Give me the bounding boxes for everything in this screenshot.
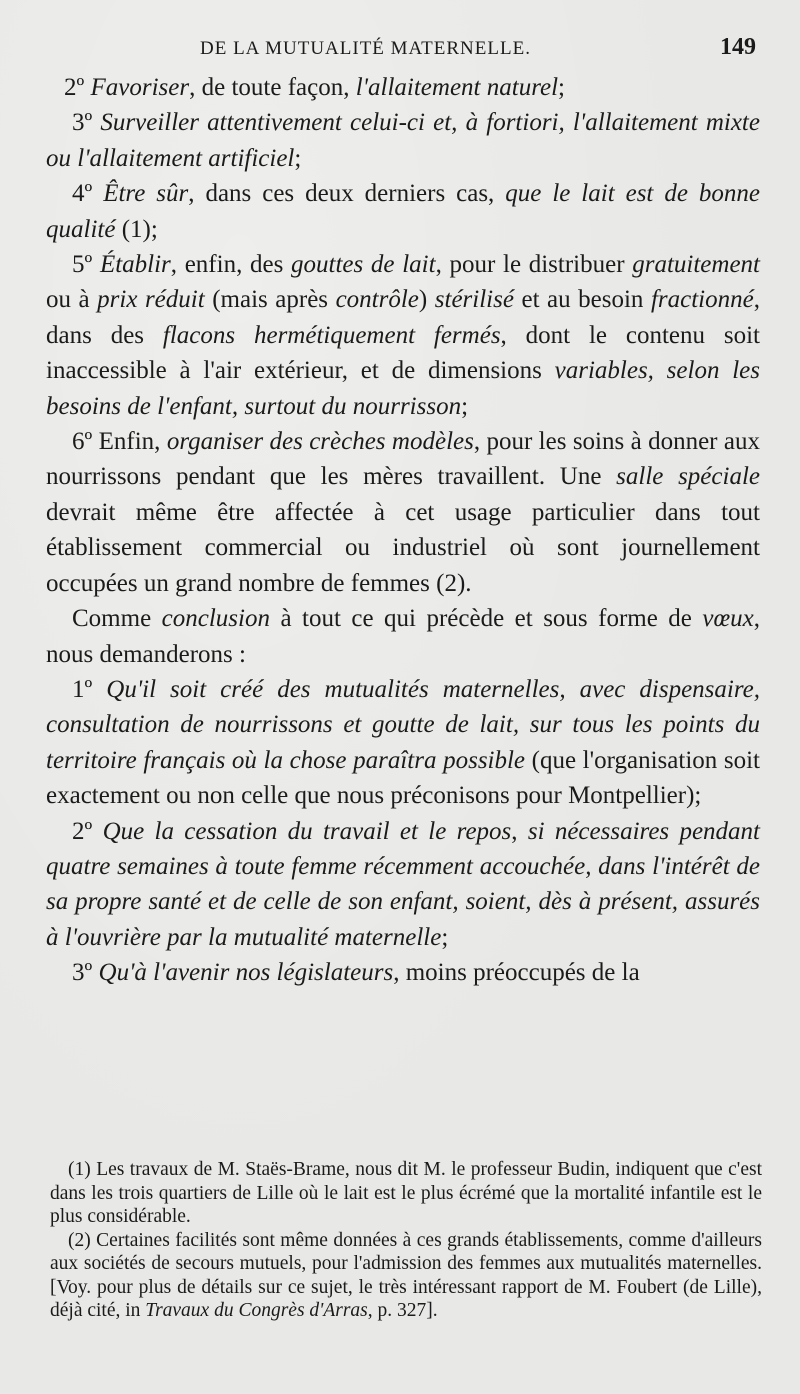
main-text: [46, 70, 760, 991]
footnote-2: (2) Certaines facilités sont même données à ces grands établissements, comme d'ailleurs aux sociétés de secours mutuels, pour l'admission des femmes aux mutualités maternelles. [Voy. pour plus de détails sur ce sujet, le très intéressant rapport de M. Foubert (de Lille), déjà cité, in Travaux du Congrès d'Arras, p. 327].: [50, 1229, 762, 1321]
item-6: 6º Enfin, organiser des crèches modèles, pour les soins à donner aux nourrissons pendant que les mères travaillent. Une salle spéciale devrait même être affectée à cet usage particulier dans tout établissement commercial ou industriel où sont journellement occupées un grand nombre de femmes (2).: [46, 428, 760, 597]
item-3: 3º Surveiller attentivement celui-ci et, à fortiori, l'allaitement mixte ou l'allaitement artificiel;: [46, 109, 760, 172]
page-header: [200, 30, 756, 64]
conclusion-paragraph: Comme conclusion à tout ce qui précède et sous forme de vœux, nous demanderons :: [46, 605, 760, 668]
item-4: 4º Être sûr, dans ces deux derniers cas, que le lait est de bonne qualité (1);: [46, 180, 760, 243]
page-number: 149: [720, 34, 756, 60]
item-2: 2º Favoriser, de toute façon, l'allaitement naturel;: [64, 74, 565, 101]
footnote-1: (1) Les travaux de M. Staës-Brame, nous dit M. le professeur Budin, indiquent que c'est dans les trois quartiers de Lille où le lait est le plus écrémé que la mortalité infantile est le plus considérable.: [50, 1159, 762, 1227]
wish-3: 3º Qu'à l'avenir nos législateurs, moins préoccupés de la: [72, 959, 640, 987]
item-5: 5º Établir, enfin, des gouttes de lait, pour le distribuer gratuitement ou à prix réduit (mais après contrôle) stérilisé et au besoin fractionné, dans des flacons hermétiquement fermés, dont le contenu soit inaccessible à l'air extérieur, et de dimensions variables, selon les besoins de l'enfant, surtout du nourrisson;: [46, 251, 760, 420]
wish-1: 1º Qu'il soit créé des mutualités maternelles, avec dispensaire, consultation de nourrissons et goutte de lait, sur tous les points du territoire français où la chose paraîtra possible (que l'organisation soit exactement ou non celle que nous préconisons pour Montpellier);: [46, 675, 760, 810]
footnotes: [50, 1158, 762, 1323]
wish-2: 2º Que la cessation du travail et le repos, si nécessaires pendant quatre semaines à toute femme récemment accouchée, dans l'intérêt de sa propre santé et de celle de son enfant, soient, dès à présent, assurés à l'ouvrière par la mutualité maternelle;: [46, 817, 761, 951]
running-title: DE LA MUTUALITÉ MATERNELLE.: [200, 38, 531, 59]
